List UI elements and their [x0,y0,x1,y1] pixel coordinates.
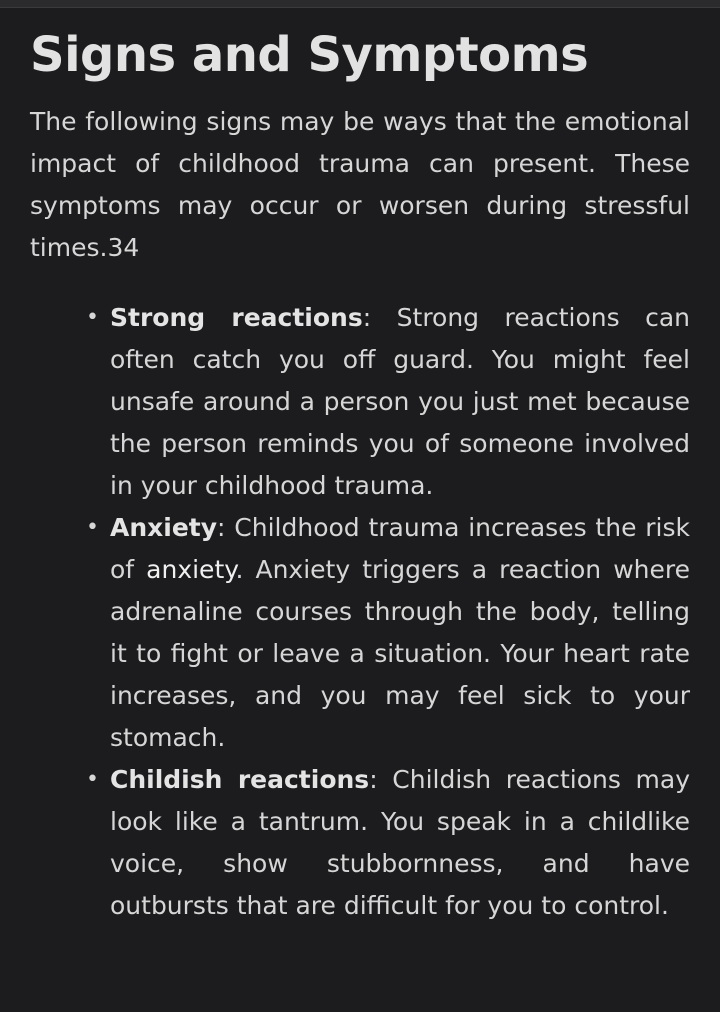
bullet-icon: • [86,767,99,792]
term-childish-reactions: Childish reactions [110,765,370,794]
top-edge [0,0,720,8]
item-description: Childhood trauma increases the risk of [110,513,690,584]
term-anxiety: Anxiety [110,513,218,542]
item-description: Strong reactions can often catch you off guard. You might feel unsafe around a person you just met because the person reminds you of someone involved in your childhood trauma. [110,303,690,500]
item-description-continued: . Anxiety triggers a reaction where adrenaline courses through the body, telling it to fight or leave a situation. Your heart rate increases, and you may feel sick to your stomach. [110,555,690,752]
term-strong-reactions: Strong reactions [110,303,363,332]
term-separator: : [369,765,378,794]
anxiety-link[interactable]: anxiety [146,555,236,584]
list-item-anxiety [30,507,690,759]
section-heading: Signs and Symptoms [30,27,589,83]
list-item-childish-reactions [30,759,690,927]
article-body [30,20,690,927]
item-description: Childish reactions may look like a tantrum. You speak in a childlike voice, show stubbornness, and have outbursts that are difficult for you to control. [110,765,690,920]
symptom-list [30,297,690,927]
list-item-strong-reactions [30,297,690,507]
bullet-icon: • [86,515,99,540]
intro-paragraph: The following signs may be ways that the emotional impact of childhood trauma can present. These symptoms may occur or worsen during stressful times.34 [30,107,690,262]
term-separator: : [217,513,226,542]
term-separator: : [362,303,372,332]
bullet-icon: • [86,305,99,330]
